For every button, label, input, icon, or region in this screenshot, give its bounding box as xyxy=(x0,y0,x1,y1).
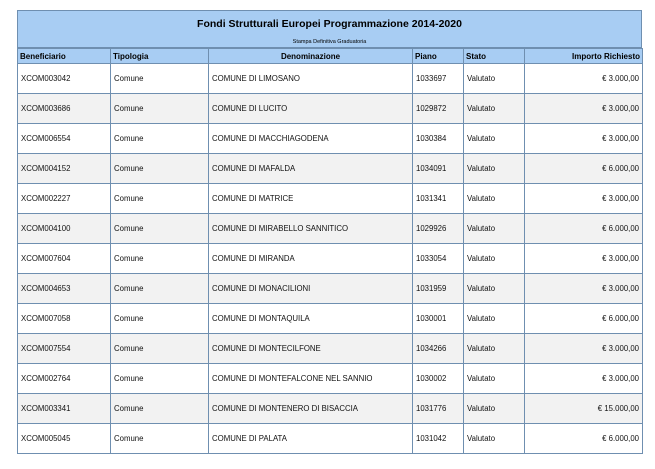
report-header xyxy=(17,10,642,48)
tipologia-cell: Comune xyxy=(111,334,209,364)
denominazione-cell: COMUNE DI MACCHIAGODENA xyxy=(209,124,413,154)
tipologia-cell: Comune xyxy=(111,394,209,424)
table-row xyxy=(18,64,643,94)
beneficiario-cell: XCOM007058 xyxy=(18,304,111,334)
denominazione-cell: COMUNE DI MAFALDA xyxy=(209,154,413,184)
piano-cell: 1030384 xyxy=(413,124,464,154)
denominazione-cell: COMUNE DI LIMOSANO xyxy=(209,64,413,94)
col-header-tipologia: Tipologia xyxy=(111,49,209,64)
denominazione-cell: COMUNE DI MONTAQUILA xyxy=(209,304,413,334)
table-row xyxy=(18,304,643,334)
beneficiario-cell: XCOM003341 xyxy=(18,394,111,424)
piano-cell: 1030002 xyxy=(413,364,464,394)
denominazione-cell: COMUNE DI MONTENERO DI BISACCIA xyxy=(209,394,413,424)
importo-cell: € 3.000,00 xyxy=(525,364,643,394)
table-row xyxy=(18,274,643,304)
stato-cell: Valutato xyxy=(464,364,525,394)
denominazione-cell: COMUNE DI MONTEFALCONE NEL SANNIO xyxy=(209,364,413,394)
importo-cell: € 15.000,00 xyxy=(525,394,643,424)
denominazione-cell: COMUNE DI MONTECILFONE xyxy=(209,334,413,364)
beneficiario-cell: XCOM002227 xyxy=(18,184,111,214)
tipologia-cell: Comune xyxy=(111,64,209,94)
importo-cell: € 6.000,00 xyxy=(525,304,643,334)
table-row xyxy=(18,214,643,244)
stato-cell: Valutato xyxy=(464,64,525,94)
report-subtitle: Stampa Definitiva Graduatoria xyxy=(292,39,367,45)
importo-cell: € 6.000,00 xyxy=(525,424,643,454)
beneficiario-cell: XCOM003042 xyxy=(18,64,111,94)
beneficiario-cell: XCOM004100 xyxy=(18,214,111,244)
tipologia-cell: Comune xyxy=(111,274,209,304)
table-header-row xyxy=(18,49,643,64)
denominazione-cell: COMUNE DI LUCITO xyxy=(209,94,413,124)
table-row xyxy=(18,154,643,184)
table-row xyxy=(18,394,643,424)
denominazione-cell: COMUNE DI PALATA xyxy=(209,424,413,454)
tipologia-cell: Comune xyxy=(111,424,209,454)
beneficiario-cell: XCOM005045 xyxy=(18,424,111,454)
piano-cell: 1033054 xyxy=(413,244,464,274)
stato-cell: Valutato xyxy=(464,394,525,424)
beneficiario-cell: XCOM007604 xyxy=(18,244,111,274)
stato-cell: Valutato xyxy=(464,244,525,274)
stato-cell: Valutato xyxy=(464,124,525,154)
piano-cell: 1031042 xyxy=(413,424,464,454)
importo-cell: € 3.000,00 xyxy=(525,94,643,124)
table-row xyxy=(18,364,643,394)
beneficiario-cell: XCOM004653 xyxy=(18,274,111,304)
col-header-denominazione: Denominazione xyxy=(209,49,413,64)
col-header-importo: Importo Richiesto xyxy=(525,49,643,64)
table-row xyxy=(18,334,643,364)
tipologia-cell: Comune xyxy=(111,124,209,154)
piano-cell: 1034091 xyxy=(413,154,464,184)
importo-cell: € 3.000,00 xyxy=(525,184,643,214)
stato-cell: Valutato xyxy=(464,334,525,364)
tipologia-cell: Comune xyxy=(111,304,209,334)
importo-cell: € 3.000,00 xyxy=(525,334,643,364)
piano-cell: 1031776 xyxy=(413,394,464,424)
tipologia-cell: Comune xyxy=(111,214,209,244)
importo-cell: € 3.000,00 xyxy=(525,64,643,94)
importo-cell: € 3.000,00 xyxy=(525,244,643,274)
col-header-piano: Piano xyxy=(413,49,464,64)
tipologia-cell: Comune xyxy=(111,184,209,214)
col-header-beneficiario: Beneficiario xyxy=(18,49,111,64)
denominazione-cell: COMUNE DI MIRANDA xyxy=(209,244,413,274)
tipologia-cell: Comune xyxy=(111,244,209,274)
stato-cell: Valutato xyxy=(464,94,525,124)
beneficiario-cell: XCOM002764 xyxy=(18,364,111,394)
tipologia-cell: Comune xyxy=(111,94,209,124)
piano-cell: 1029926 xyxy=(413,214,464,244)
piano-cell: 1029872 xyxy=(413,94,464,124)
report-title: Fondi Strutturali Europei Programmazione 2014-2020 xyxy=(197,18,462,30)
importo-cell: € 3.000,00 xyxy=(525,274,643,304)
table-row xyxy=(18,424,643,454)
piano-cell: 1031959 xyxy=(413,274,464,304)
stato-cell: Valutato xyxy=(464,424,525,454)
tipologia-cell: Comune xyxy=(111,364,209,394)
denominazione-cell: COMUNE DI MIRABELLO SANNITICO xyxy=(209,214,413,244)
ranking-table xyxy=(17,48,643,454)
importo-cell: € 3.000,00 xyxy=(525,124,643,154)
beneficiario-cell: XCOM003686 xyxy=(18,94,111,124)
piano-cell: 1034266 xyxy=(413,334,464,364)
piano-cell: 1030001 xyxy=(413,304,464,334)
ranking-report xyxy=(17,10,642,454)
stato-cell: Valutato xyxy=(464,214,525,244)
table-row xyxy=(18,94,643,124)
table-row xyxy=(18,244,643,274)
importo-cell: € 6.000,00 xyxy=(525,214,643,244)
table-row xyxy=(18,124,643,154)
table-row xyxy=(18,184,643,214)
denominazione-cell: COMUNE DI MONACILIONI xyxy=(209,274,413,304)
beneficiario-cell: XCOM007554 xyxy=(18,334,111,364)
piano-cell: 1033697 xyxy=(413,64,464,94)
stato-cell: Valutato xyxy=(464,154,525,184)
piano-cell: 1031341 xyxy=(413,184,464,214)
stato-cell: Valutato xyxy=(464,184,525,214)
tipologia-cell: Comune xyxy=(111,154,209,184)
stato-cell: Valutato xyxy=(464,304,525,334)
col-header-stato: Stato xyxy=(464,49,525,64)
beneficiario-cell: XCOM004152 xyxy=(18,154,111,184)
stato-cell: Valutato xyxy=(464,274,525,304)
denominazione-cell: COMUNE DI MATRICE xyxy=(209,184,413,214)
beneficiario-cell: XCOM006554 xyxy=(18,124,111,154)
importo-cell: € 6.000,00 xyxy=(525,154,643,184)
